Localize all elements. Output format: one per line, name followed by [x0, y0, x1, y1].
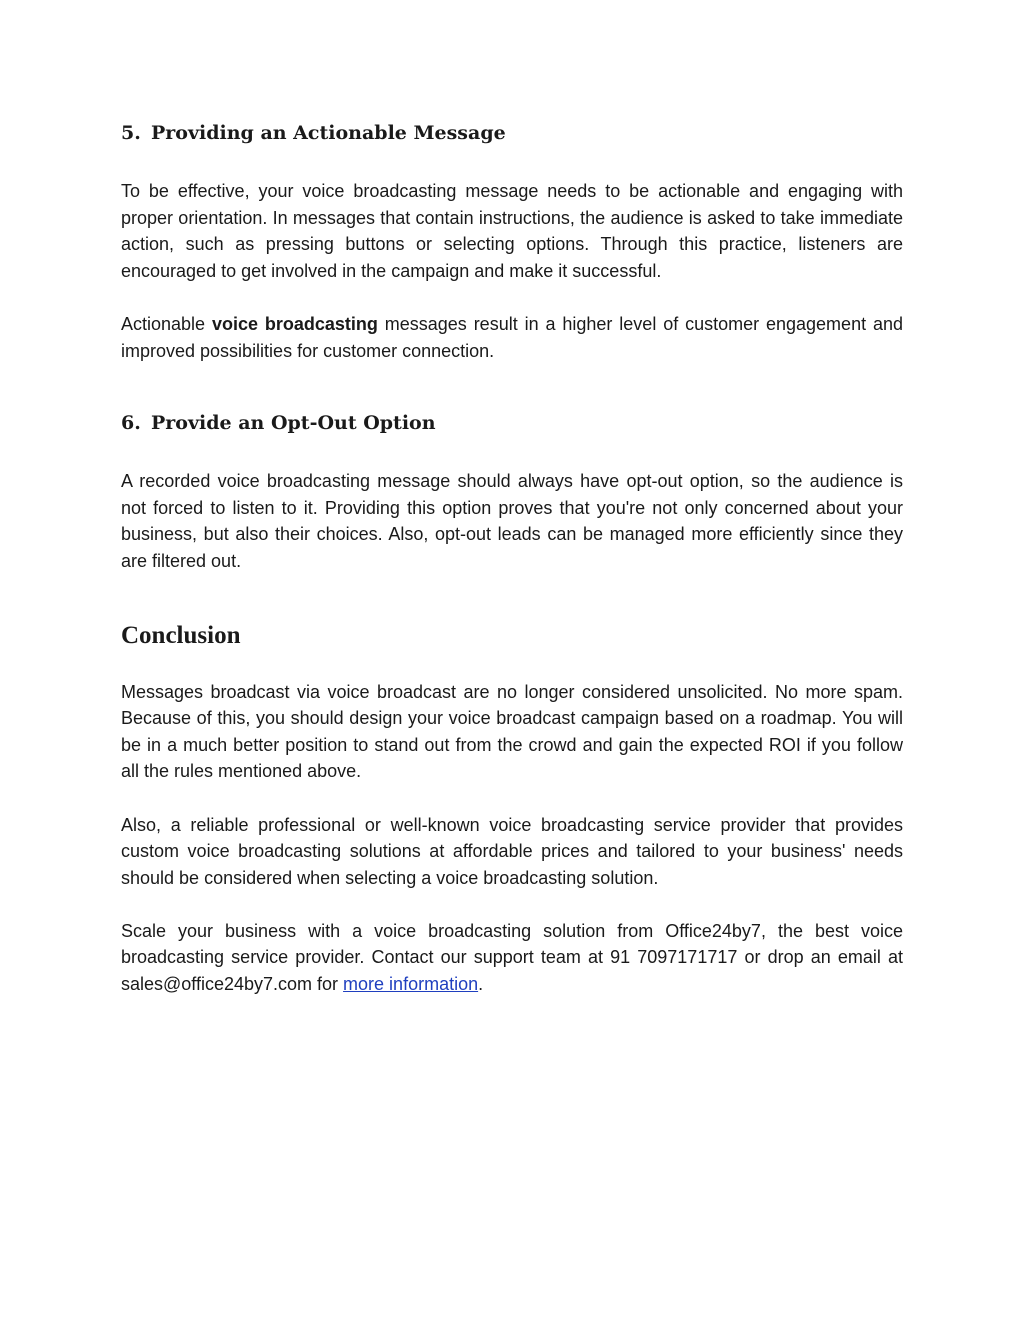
- section-5-title: Providing an Actionable Message: [151, 122, 506, 144]
- section-6-title: Provide an Opt-Out Option: [151, 412, 436, 435]
- conclusion-paragraph-3: [121, 918, 903, 998]
- conclusion-paragraph-2: Also, a reliable professional or well-known voice broadcasting service provider that provides custom voice broadcasting solutions at affordable prices and tailored to your business' needs should be considered when selecting a voice broadcasting solution.: [121, 814, 903, 888]
- conclusion-heading: Conclusion: [121, 621, 241, 649]
- voice-broadcasting-bold: voice broadcasting: [211, 313, 378, 334]
- section-5-number: 5.: [121, 122, 141, 144]
- more-information-link[interactable]: more information: [343, 974, 479, 995]
- section-6-paragraph-1: A recorded voice broadcasting message should always have opt-out option, so the audience is not forced to listen to it. Providing this option proves that you're not only concerned about your business, but also their choices. Also, opt-out leads can be managed more efficiently since they are filtered out.: [121, 471, 903, 571]
- section-6-number: 6.: [121, 412, 141, 435]
- section-6-heading: [121, 408, 903, 438]
- section-5-paragraph-1: To be effective, your voice broadcasting message needs to be actionable and engaging with proper orientation. In messages that contain instructions, the audience is asked to take immediate action, such as pressing buttons or selecting options. Through this practice, listeners are encouraged to get involved in the campaign and make it successful.: [121, 181, 903, 281]
- section-5-paragraph-2: [121, 311, 903, 364]
- conclusion-paragraph-1: Messages broadcast via voice broadcast are no longer considered unsolicited. No more spam. Because of this, you should design your voice broadcast campaign based on a roadmap. You will be in a much better position to stand out from the crowd and gain the expected ROI if you follow all the rules mentioned above.: [121, 681, 903, 782]
- conclusion-p3-end: .: [478, 974, 484, 995]
- conclusion-p3-text: Scale your business with a voice broadcasting solution from Office24by7, the best voice broadcasting service provider. Contact our support team at 91 7097171717 or drop an email at sales@office24by7.com for: [121, 920, 903, 995]
- page-content: [121, 118, 903, 998]
- section-5-heading: [121, 118, 903, 148]
- section-5-p2-rest: messages result in a higher level of customer engagement and improved possibilities for customer connection.: [121, 313, 903, 361]
- section-5-p2-lead: Actionable: [121, 313, 212, 334]
